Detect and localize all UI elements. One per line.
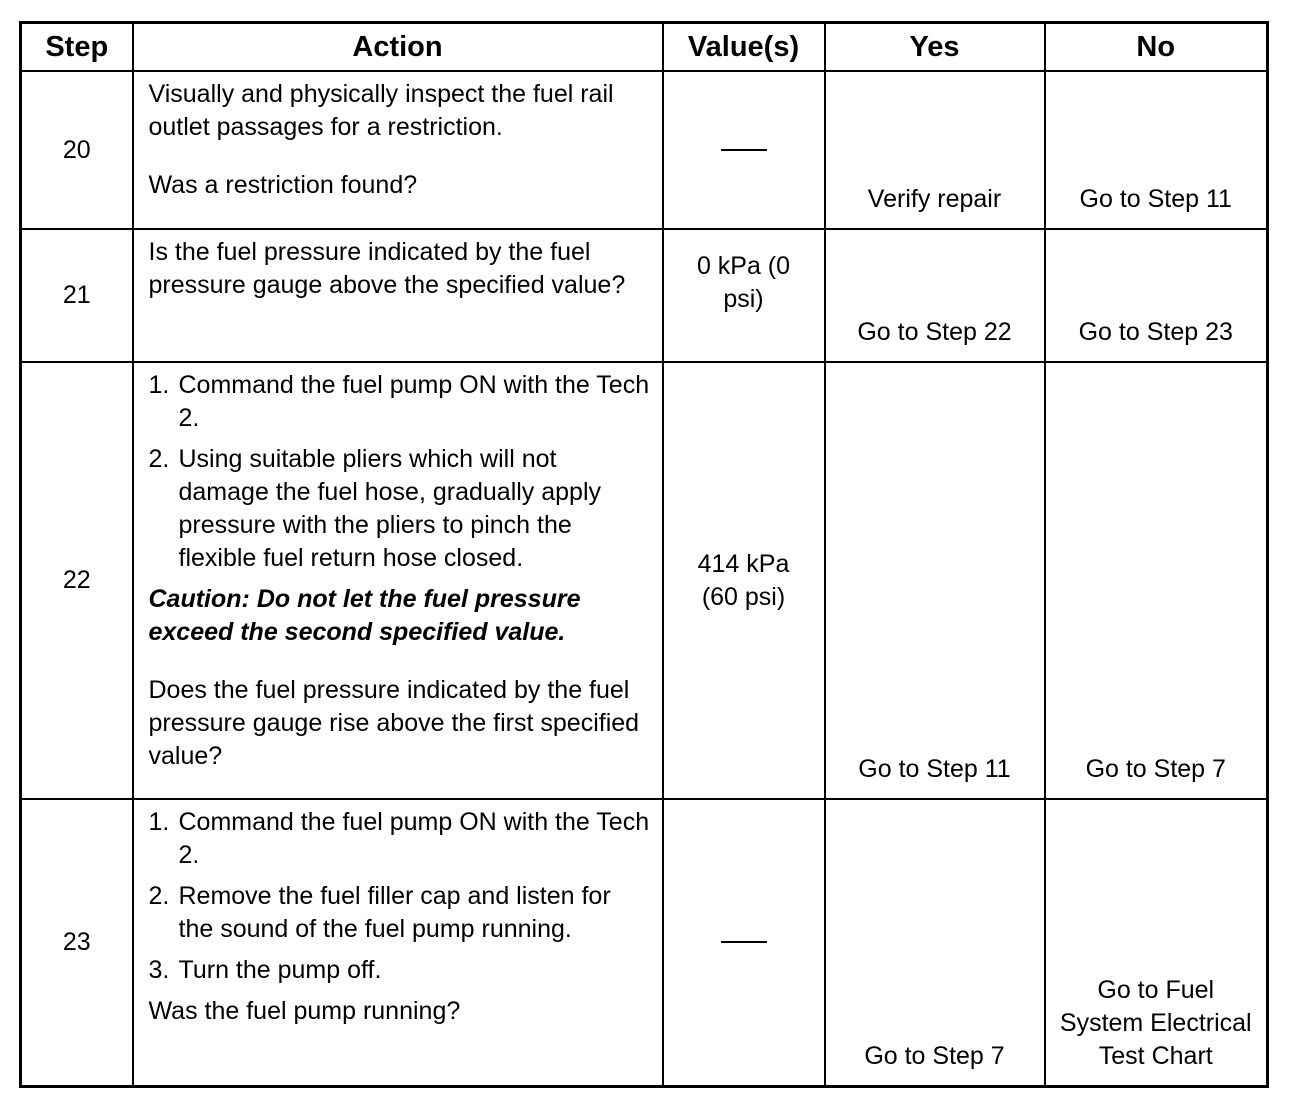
value-cell: [663, 229, 825, 362]
list-item: [149, 880, 652, 946]
action-cell: [133, 229, 663, 362]
action-question: Does the fuel pressure indicated by the fuel pressure gauge rise above the first specified value?: [148, 676, 640, 770]
table-row: [21, 362, 1268, 799]
header-step: Step: [21, 23, 133, 72]
no-result: Go to Step 7: [1045, 362, 1268, 799]
list-item-text: Command the fuel pump ON with the Tech 2.: [178, 808, 650, 869]
no-result: Go to Step 23: [1045, 229, 1268, 362]
value-cell: [663, 71, 825, 229]
table-row: [21, 229, 1268, 362]
header-yes: Yes: [825, 23, 1045, 72]
action-cell: [133, 362, 663, 799]
list-item: [149, 954, 652, 987]
action-question: Is the fuel pressure indicated by the fuel pressure gauge above the specified value?: [148, 238, 626, 299]
yes-result: Go to Step 7: [825, 799, 1045, 1086]
diagnostic-table: [19, 21, 1269, 1088]
no-value-dash: [721, 149, 767, 151]
step-number: 21: [21, 229, 133, 362]
step-number: 20: [21, 71, 133, 229]
action-cell: [133, 799, 663, 1086]
specified-value: 0 kPa (0 psi): [696, 252, 791, 313]
value-cell: [663, 799, 825, 1086]
specified-value: 414 kPa (60 psi): [697, 549, 790, 611]
list-item: [149, 443, 652, 575]
yes-result: Verify repair: [825, 71, 1045, 229]
step-number: 22: [21, 362, 133, 799]
list-item-text: Turn the pump off.: [178, 956, 382, 984]
caution-note: Caution: Do not let the fuel pressure exceed the second specified value.: [148, 585, 581, 646]
list-item-number: 1.: [148, 808, 170, 836]
header-no: No: [1045, 23, 1268, 72]
list-item: [149, 369, 652, 435]
list-item-number: 2.: [148, 882, 170, 910]
yes-result: Go to Step 22: [825, 229, 1045, 362]
list-item-number: 1.: [148, 371, 170, 399]
header-values: Value(s): [663, 23, 825, 72]
table-row: [21, 799, 1268, 1086]
action-cell: [133, 71, 663, 229]
no-result: Go to Step 11: [1045, 71, 1268, 229]
action-question: Was the fuel pump running?: [148, 997, 461, 1025]
action-instruction: Visually and physically inspect the fuel rail outlet passages for a restriction.: [148, 80, 614, 141]
value-cell: [663, 362, 825, 799]
no-value-dash: [721, 941, 767, 943]
list-item-number: 2.: [148, 445, 170, 473]
header-row: [21, 23, 1268, 72]
list-item-text: Remove the fuel filler cap and listen for the sound of the fuel pump running.: [178, 882, 611, 943]
header-action: Action: [133, 23, 663, 72]
list-item-number: 3.: [148, 956, 170, 984]
yes-result: Go to Step 11: [825, 362, 1045, 799]
list-item-text: Using suitable pliers which will not damage the fuel hose, gradually apply pressure with the pliers to pinch the flexible fuel return hose closed.: [178, 445, 602, 572]
no-result: Go to Fuel System Electrical Test Chart: [1045, 799, 1268, 1086]
list-item-text: Command the fuel pump ON with the Tech 2.: [178, 371, 650, 432]
step-number: 23: [21, 799, 133, 1086]
list-item: [149, 806, 652, 872]
table-row: [21, 71, 1268, 229]
action-question: Was a restriction found?: [148, 171, 418, 199]
